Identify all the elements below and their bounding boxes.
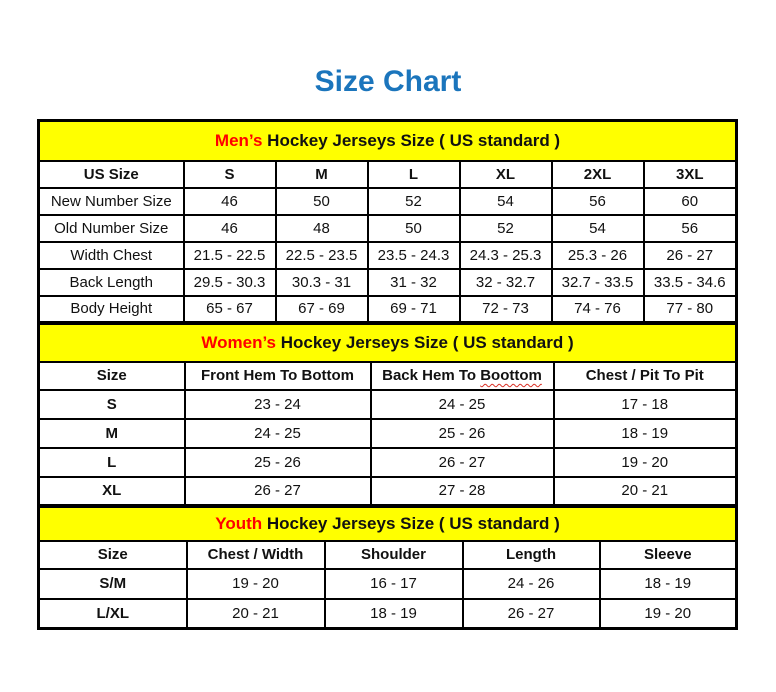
cell-value: 46 (184, 215, 276, 242)
row-label: L (39, 448, 185, 477)
size-tables-container (37, 119, 735, 630)
cell-value: 19 - 20 (600, 599, 737, 629)
cell-value: 26 - 27 (463, 599, 600, 629)
mens-section-header-cell (39, 121, 737, 161)
youth-size-table (37, 505, 738, 630)
cell-value: 25.3 - 26 (552, 242, 644, 269)
column-header: Size (39, 362, 185, 390)
table-row (39, 477, 737, 506)
column-header: Sleeve (600, 541, 737, 569)
cell-value: 56 (552, 188, 644, 215)
cell-value: 48 (276, 215, 368, 242)
column-header: Chest / Width (187, 541, 325, 569)
cell-value: 24 - 25 (185, 419, 371, 448)
cell-value: 22.5 - 23.5 (276, 242, 368, 269)
cell-value: 74 - 76 (552, 296, 644, 323)
column-header: Length (463, 541, 600, 569)
cell-value: 54 (552, 215, 644, 242)
cell-value: 16 - 17 (325, 569, 463, 599)
cell-value: 26 - 27 (371, 448, 554, 477)
table-row (39, 296, 737, 323)
row-label: Old Number Size (39, 215, 184, 242)
cell-value: 72 - 73 (460, 296, 552, 323)
column-header: Front Hem To Bottom (185, 362, 371, 390)
cell-value: 54 (460, 188, 552, 215)
cell-value: 18 - 19 (325, 599, 463, 629)
cell-value: 69 - 71 (368, 296, 460, 323)
column-header: S (184, 161, 276, 188)
cell-value: 30.3 - 31 (276, 269, 368, 296)
mens-header-accent-text: Men’s (214, 130, 263, 150)
cell-value: 23.5 - 24.3 (368, 242, 460, 269)
youth-header-accent-text: Youth (215, 513, 263, 533)
cell-value: 24 - 26 (463, 569, 600, 599)
cell-value: 32.7 - 33.5 (552, 269, 644, 296)
cell-value: 56 (644, 215, 737, 242)
cell-value: 23 - 24 (185, 390, 371, 419)
mens-size-table (37, 119, 738, 324)
cell-value: 24.3 - 25.3 (460, 242, 552, 269)
row-label: Back Length (39, 269, 184, 296)
row-label: New Number Size (39, 188, 184, 215)
row-label: XL (39, 477, 185, 506)
table-row (39, 419, 737, 448)
womens-header-accent-text: Women’s (201, 332, 276, 352)
row-label: M (39, 419, 185, 448)
womens-section-header-cell (39, 324, 737, 362)
table-row (39, 448, 737, 477)
misspelled-word-with-spellcheck-underline: Boottom (480, 367, 542, 384)
table-row (39, 215, 737, 242)
table-row (39, 599, 737, 629)
column-header: M (276, 161, 368, 188)
cell-value: 24 - 25 (371, 390, 554, 419)
row-label: S (39, 390, 185, 419)
cell-value: 60 (644, 188, 737, 215)
womens-size-table (37, 322, 738, 507)
cell-value: 18 - 19 (554, 419, 737, 448)
row-label: S/M (39, 569, 187, 599)
cell-value: 25 - 26 (371, 419, 554, 448)
row-label: Width Chest (39, 242, 184, 269)
womens-header-text: Hockey Jerseys Size ( US standard ) (276, 332, 574, 352)
youth-section-header-cell (39, 507, 737, 541)
cell-value: 20 - 21 (554, 477, 737, 506)
mens-column-header-row (39, 161, 737, 188)
youth-header-text: Hockey Jerseys Size ( US standard ) (262, 513, 560, 533)
cell-value: 26 - 27 (185, 477, 371, 506)
cell-value: 52 (460, 215, 552, 242)
column-header: 3XL (644, 161, 737, 188)
cell-value: 27 - 28 (371, 477, 554, 506)
youth-section-header (39, 507, 737, 541)
cell-value: 17 - 18 (554, 390, 737, 419)
youth-column-header-row (39, 541, 737, 569)
column-header: Chest / Pit To Pit (554, 362, 737, 390)
column-header: US Size (39, 161, 184, 188)
cell-value: 29.5 - 30.3 (184, 269, 276, 296)
cell-value: 65 - 67 (184, 296, 276, 323)
cell-value: 20 - 21 (187, 599, 325, 629)
table-row (39, 242, 737, 269)
table-row (39, 188, 737, 215)
table-row (39, 269, 737, 296)
cell-value: 26 - 27 (644, 242, 737, 269)
womens-column-header-row (39, 362, 737, 390)
cell-value: 52 (368, 188, 460, 215)
mens-section-header (39, 121, 737, 161)
mens-header-text: Hockey Jerseys Size ( US standard ) (262, 130, 561, 150)
table-row (39, 390, 737, 419)
cell-value: 19 - 20 (554, 448, 737, 477)
womens-section-header (39, 324, 737, 362)
cell-value: 25 - 26 (185, 448, 371, 477)
column-header: 2XL (552, 161, 644, 188)
column-header: XL (460, 161, 552, 188)
column-header: Shoulder (325, 541, 463, 569)
column-header (371, 362, 554, 390)
cell-value: 50 (276, 188, 368, 215)
column-header: Size (39, 541, 187, 569)
cell-value: 18 - 19 (600, 569, 737, 599)
table-row (39, 569, 737, 599)
cell-value: 50 (368, 215, 460, 242)
cell-value: 19 - 20 (187, 569, 325, 599)
row-label: L/XL (39, 599, 187, 629)
page-title: Size Chart (314, 65, 462, 98)
cell-value: 77 - 80 (644, 296, 737, 323)
row-label: Body Height (39, 296, 184, 323)
cell-value: 21.5 - 22.5 (184, 242, 276, 269)
cell-value: 67 - 69 (276, 296, 368, 323)
cell-value: 33.5 - 34.6 (644, 269, 737, 296)
cell-value: 32 - 32.7 (460, 269, 552, 296)
cell-value: 46 (184, 188, 276, 215)
column-header-text: Back Hem To (382, 367, 481, 384)
cell-value: 31 - 32 (368, 269, 460, 296)
column-header: L (368, 161, 460, 188)
